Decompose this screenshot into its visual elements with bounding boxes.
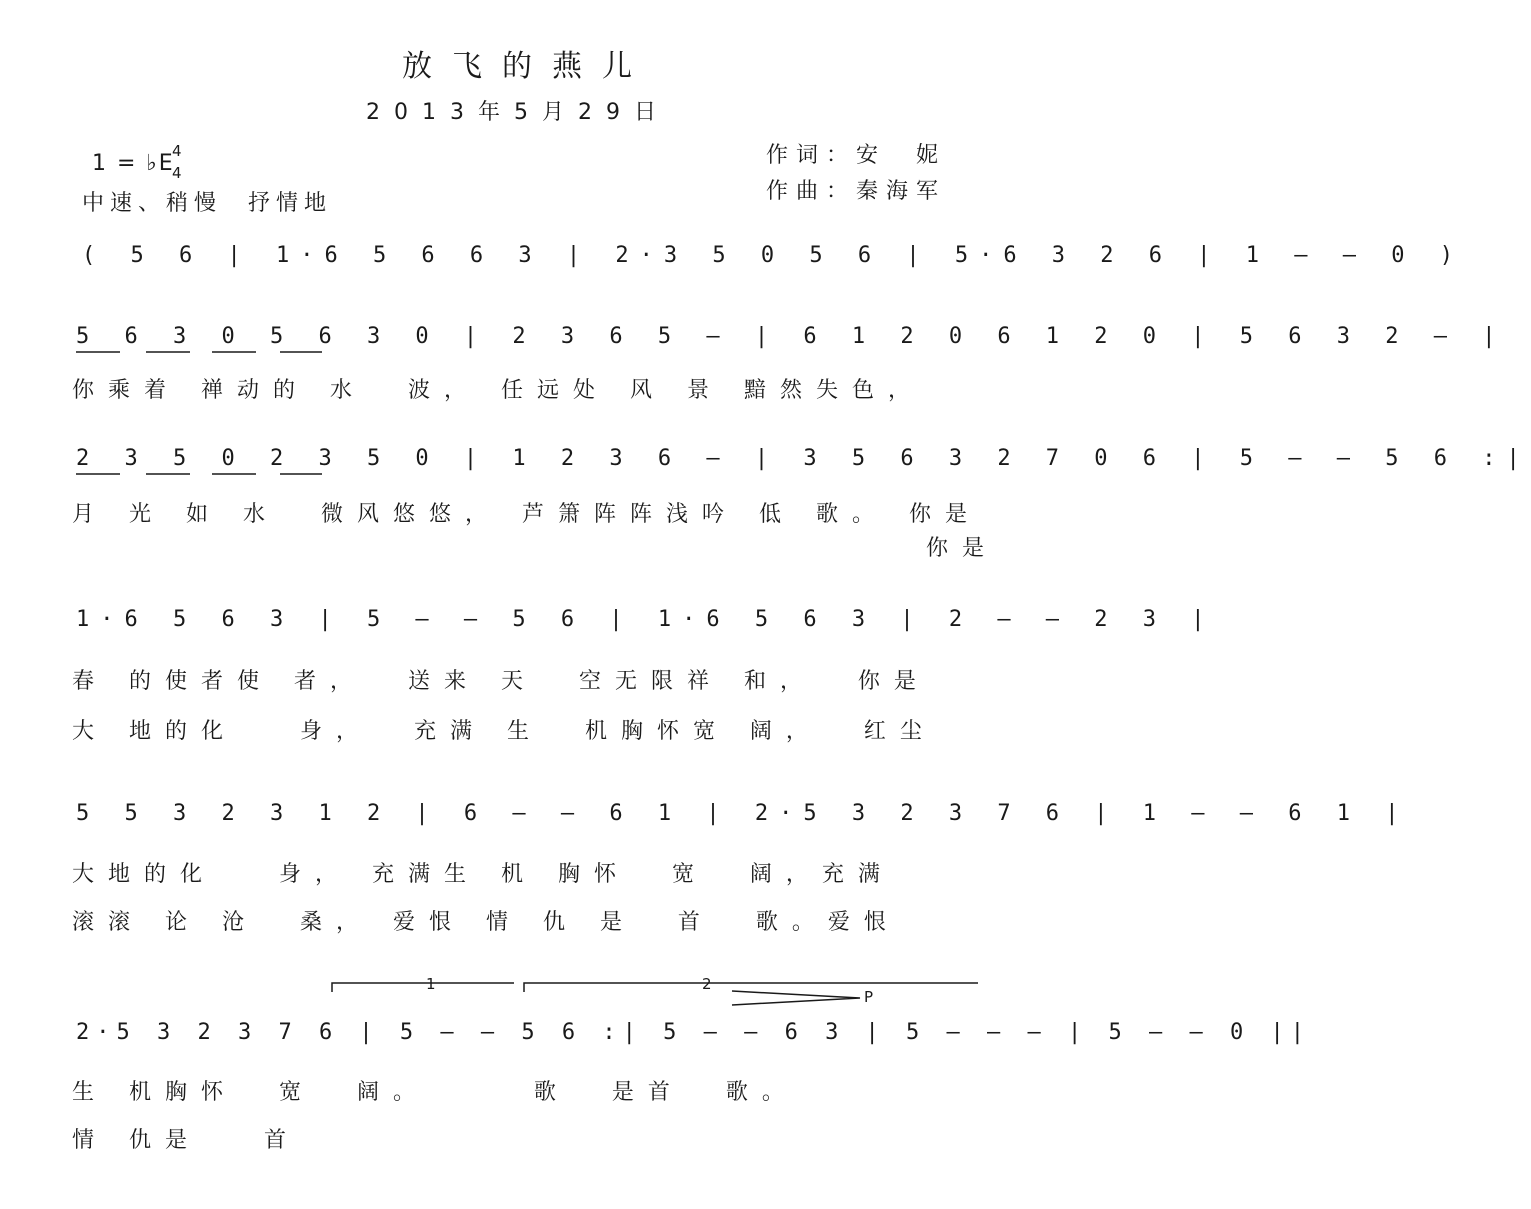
lyric-row-4-verse-1: 春 的使者使 者， 送来 天 空无限祥 和， 你是 [72,669,930,694]
first-ending-bracket [332,983,514,992]
notation-row-5: 5 5 3 2 3 1 2 | 6 – – 6 1 | 2·5 3 2 3 7 6 | 1 – – 6 1 | [76,801,1410,826]
lyric-row-6-verse-1: 生 机胸怀 宽 阔。 歌 是首 歌。 [72,1080,798,1105]
lyric-row-4-verse-2: 大 地的化 身， 充满 生 机胸怀宽 阔， 红尘 [72,719,936,744]
first-ending-number: 1 [426,975,436,993]
song-title: 放飞的燕儿 [402,49,652,84]
lyricist-credit: 作词：安 妮 [766,143,946,168]
dynamic-piano: P [864,988,874,1006]
lyric-row-3-verse-2: 你是 [926,536,999,561]
date-line: 2013年5月29日 [366,100,670,125]
tempo-marking: 中速、稍慢 抒情地 [82,191,332,216]
notation-row-3: 2 3 5 0 2 3 5 0 | 1 2 3 6 – | 3 5 6 3 2 7 0 6 | 5 – – 5 6 :| [76,446,1531,471]
lyric-row-5-verse-2: 滚滚 论 沧 桑， 爱恨 情 仇 是 首 歌。爱恨 [72,910,900,935]
lyric-row-6-verse-2: 情 仇是 首 [72,1128,300,1153]
notation-row-6: 2·5 3 2 3 7 6 | 5 – – 5 6 :| 5 – – 6 3 | 5 – – – | 5 – – 0 || [76,1020,1311,1045]
time-signature-top: 4 [172,142,182,160]
second-ending-number: 2 [702,975,712,993]
notation-row-2: 5 6 3 0 5 6 3 0 | 2 3 6 5 – | 6 1 2 0 6 1 2 0 | 5 6 3 2 – | [76,324,1507,349]
second-ending-bracket [524,983,978,992]
lyric-row-2-verse-1: 你乘着 禅动的 水 波， 任远处 风 景 黯然失色， [72,378,924,403]
time-signature-bottom: 4 [172,164,182,182]
notation-row-4: 1·6 5 6 3 | 5 – – 5 6 | 1·6 5 6 3 | 2 – – 2 3 | [76,607,1216,632]
lyric-row-5-verse-1: 大地的化 身， 充满生 机 胸怀 宽 阔，充满 [72,862,894,887]
key-signature: 1 = ♭E [92,151,175,176]
notation-row-1: ( 5 6 | 1·6 5 6 6 3 | 2·3 5 0 5 6 | 5·6 3 2 6 | 1 – – 0 ) [82,243,1464,268]
lyric-row-3-verse-1: 月 光 如 水 微风悠悠， 芦箫阵阵浅吟 低 歌。 你是 [72,502,981,527]
composer-credit: 作曲：秦海军 [766,179,947,204]
diminuendo-hairpin [732,991,860,1005]
